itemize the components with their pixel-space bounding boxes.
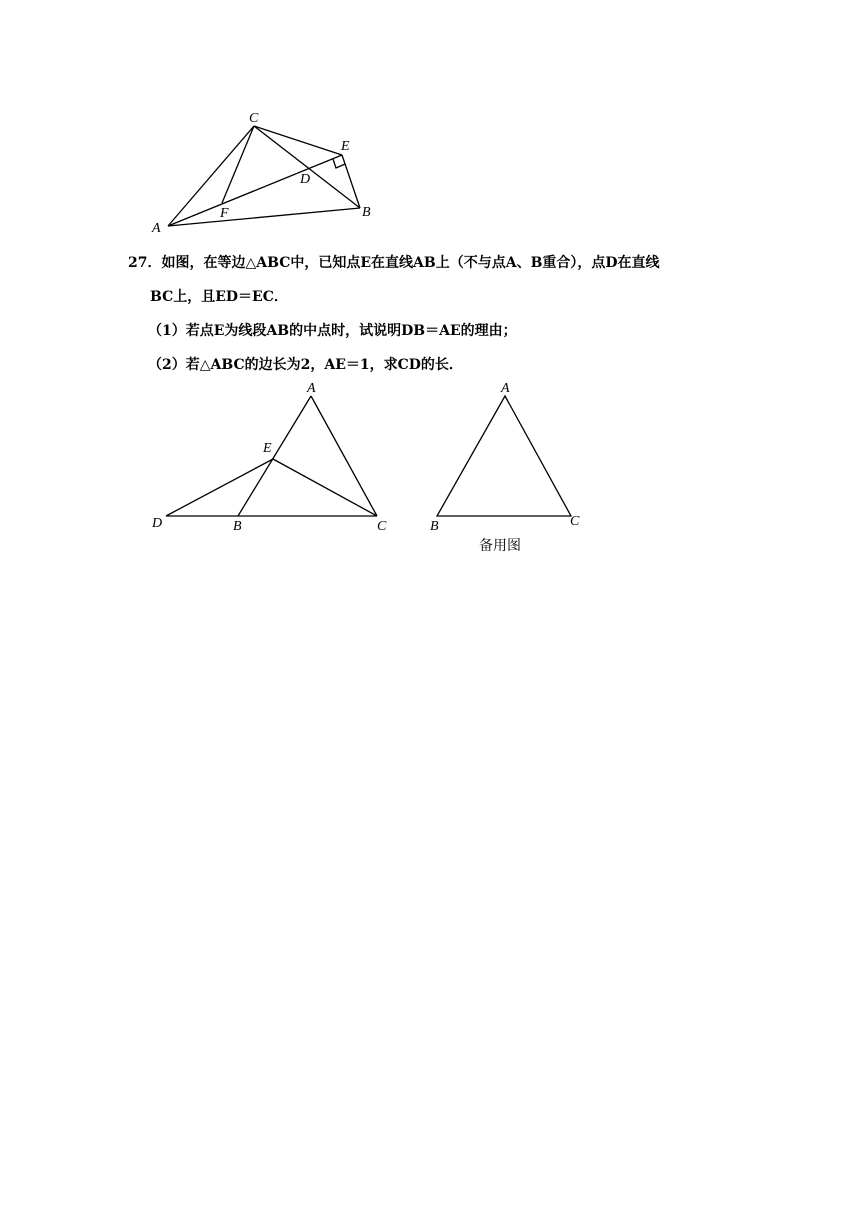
- segment-AB-fig2: [238, 396, 311, 516]
- segment-EB: [342, 155, 360, 208]
- point-label-E: E: [341, 139, 350, 154]
- point-label-C-fig2: C: [377, 519, 387, 534]
- point-label-D-fig2: D: [152, 516, 163, 531]
- point-label-B-fig2: B: [233, 519, 242, 534]
- point-label-B: B: [362, 205, 371, 220]
- segment-AC: [168, 126, 254, 226]
- problem-part-2: （2）若△ABC的边长为2，AE＝1，求CD的长．: [148, 357, 463, 373]
- point-label-A-fig3: A: [501, 381, 510, 396]
- point-label-D: D: [300, 172, 311, 187]
- segment-CF: [222, 126, 254, 203]
- segment-AE: [168, 155, 342, 226]
- point-label-C: C: [249, 111, 259, 126]
- point-label-B-fig3: B: [430, 519, 439, 534]
- segment-AB: [168, 208, 360, 226]
- segment-DE-fig2: [166, 459, 273, 516]
- point-label-A: A: [152, 221, 161, 236]
- point-label-A-fig2: A: [307, 381, 316, 396]
- problem-line-2: BC上，且ED＝EC．: [150, 289, 288, 305]
- point-label-E-fig2: E: [263, 441, 272, 456]
- problem-27: [128, 246, 748, 382]
- point-label-C-fig3: C: [570, 514, 580, 529]
- figure-bottom: [0, 370, 860, 570]
- figure-top: [0, 0, 860, 240]
- point-label-F: F: [220, 206, 229, 221]
- problem-line-1: 27．如图，在等边△ABC中，已知点E在直线AB上（不与点A、B重合），点D在直线: [128, 255, 660, 271]
- triangle-ABC-fig3: [437, 396, 571, 516]
- problem-part-1: （1）若点E为线段AB的中点时，试说明DB＝AE的理由；: [148, 323, 517, 339]
- figure3-caption: 备用图: [479, 538, 521, 554]
- segment-CE: [254, 126, 342, 155]
